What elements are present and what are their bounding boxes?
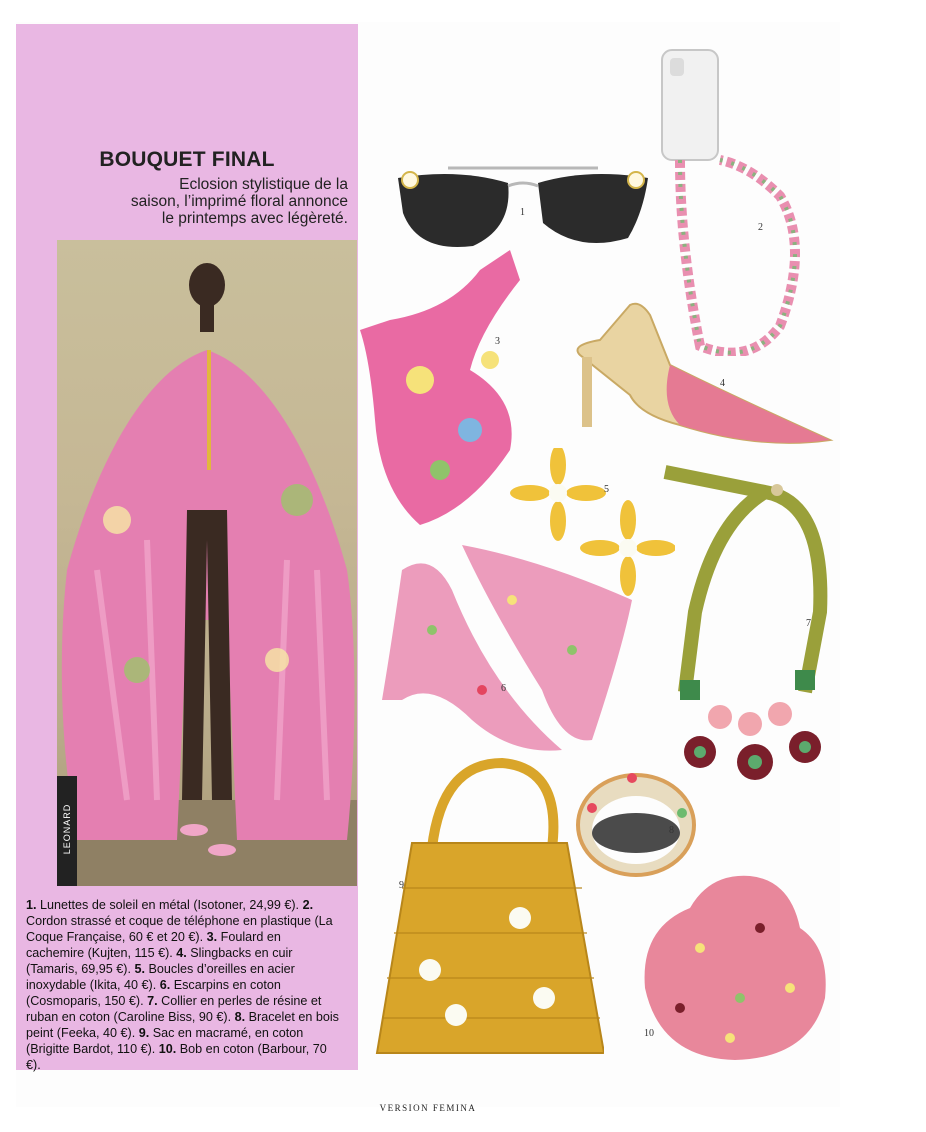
- caption-text: Escarpins en coton (Cosmoparis, 150 €).: [26, 978, 281, 1008]
- footer-publication: VERSION FEMINA: [379, 1103, 477, 1113]
- product-number-10: 10: [644, 1028, 654, 1039]
- product-number-7: 7: [806, 618, 811, 629]
- caption-number: 6.: [159, 978, 171, 992]
- caption-number: 2.: [302, 898, 314, 912]
- photo-credit-text: LEONARD: [62, 803, 72, 855]
- caption-number: 7.: [147, 994, 158, 1008]
- product-number-5: 5: [604, 484, 609, 495]
- caption-number: 1.: [26, 898, 37, 912]
- caption-text: Lunettes de soleil en métal (Isotoner, 24,99 €).: [36, 898, 300, 912]
- product-number-3: 3: [495, 336, 500, 347]
- subtitle-line: saison, l’imprimé floral annonce: [130, 193, 348, 210]
- subtitle-line: le printemps avec légèreté.: [161, 210, 348, 227]
- runway-model-illustration: [57, 240, 357, 886]
- product-number-2: 2: [758, 222, 763, 233]
- caption-number: 9.: [138, 1026, 150, 1040]
- caption-text: Bob en coton (Barbour, 70 €).: [26, 1042, 327, 1072]
- bucket-hat-product: [640, 868, 830, 1063]
- product-number-9: 9: [399, 880, 404, 891]
- product-number-4: 4: [720, 378, 725, 389]
- product-captions: [26, 897, 342, 1073]
- caption-text: Foulard en cachemire (Kujten, 115 €).: [26, 930, 281, 960]
- page-title: BOUQUET FINAL: [99, 148, 275, 171]
- caption-number: 4.: [176, 946, 187, 960]
- runway-photo: [57, 240, 357, 886]
- caption-text: Collier en perles de résine et ruban en coton (Caroline Biss, 90 €).: [26, 994, 322, 1024]
- caption-number: 3.: [206, 930, 218, 944]
- macrame-bag-product: [372, 758, 604, 1058]
- caption-text: Bracelet en bois peint (Feeka, 40 €).: [26, 1010, 339, 1040]
- photo-credit: [57, 776, 77, 886]
- caption-text: Slingbacks en cuir (Tamaris, 69,95 €).: [26, 946, 293, 976]
- product-number-8: 8: [669, 825, 674, 836]
- caption-text: Boucles d’oreilles en acier inoxydable (Ikita, 40 €).: [26, 962, 295, 992]
- floral-pumps-product: [372, 540, 652, 760]
- product-number-6: 6: [501, 683, 506, 694]
- floral-scarf-product: [360, 250, 530, 530]
- caption-number: 5.: [134, 962, 146, 976]
- caption-text: Sac en macramé, en coton (Brigitte Bardot, 110 €).: [26, 1026, 304, 1056]
- caption-text: Cordon strassé et coque de téléphone en plastique (La Coque Française, 60 € et 20 €).: [26, 914, 333, 944]
- slingback-shoe-product: [560, 295, 840, 455]
- product-number-1: 1: [520, 207, 525, 218]
- caption-number: 10.: [158, 1042, 177, 1056]
- subtitle-line: Eclosion stylistique de la: [179, 176, 348, 193]
- caption-number: 8.: [234, 1010, 246, 1024]
- page-subtitle: [88, 176, 348, 227]
